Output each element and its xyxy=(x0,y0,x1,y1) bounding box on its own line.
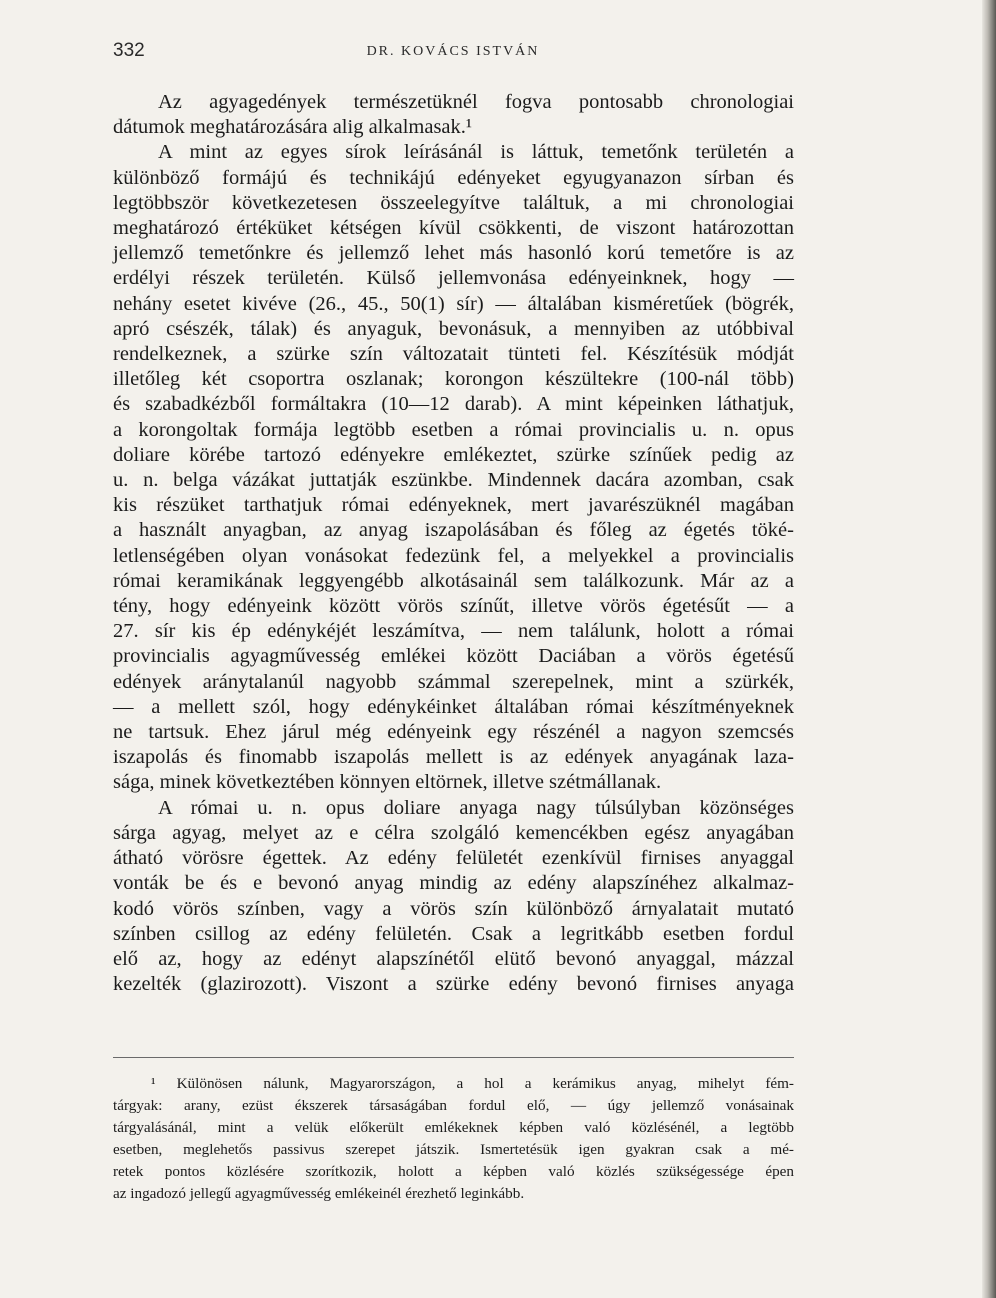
page-header xyxy=(113,40,793,66)
text-line: sárga agyag, melyet az e célra szolgáló kemencékben egész anyagában xyxy=(113,821,794,844)
text-line: — a mellett szól, hogy edénykéinket általában római készítményeknek xyxy=(113,695,794,718)
text-line: doliare körébe tartozó edényekre emlékeztet, szürke színűek pedig az xyxy=(113,443,794,466)
text-line: rendelkeznek, a szürke szín változatait tünteti fel. Készítésük módját xyxy=(113,343,794,366)
text-line: provincialis agyagművesség emlékei között Daciában a vörös égetésű xyxy=(113,645,794,668)
text-line: vonták be és e bevonó anyag mindig az edény alapszínéhez alkalmaz- xyxy=(113,872,794,895)
text-line: A római u. n. opus doliare anyaga nagy túlsúlyban közönséges xyxy=(158,796,794,819)
footnote-line: retek pontos közlésére szorítkozik, holott a képben való közlés szükségessége épen xyxy=(113,1163,794,1180)
text-line: iszapolás és finomabb iszapolás mellett is az edények anyagának laza- xyxy=(113,746,794,769)
footnote-divider xyxy=(113,1057,794,1058)
text-line: és szabadkézből formáltakra (10—12 darab). A mint képeinken láthatjuk, xyxy=(113,393,794,416)
paragraph xyxy=(113,90,794,140)
text-line: kezelték (glazirozott). Viszont a szürke edény bevonó firnises anyaga xyxy=(113,973,794,996)
text-line: elő az, hogy az edényt alapszínétől elütő bevonó anyaggal, mázzal xyxy=(113,947,794,970)
text-line: a korongoltak formája legtöbb esetben a római provincialis u. n. opus xyxy=(113,418,794,441)
footnote-line: tárgyalásánál, mint a velük előkerült emlékeknek képben való közlésénél, a legtöbb xyxy=(113,1119,794,1136)
text-line: ne tartsuk. Ehez járul még edényeink egy részénél a nagyon szemcsés xyxy=(113,721,794,744)
text-line: erdélyi részek területén. Külső jellemvonása edényeinknek, hogy — xyxy=(113,267,794,290)
footnote-line: az ingadozó jellegű agyagművesség emlékeinél érezhető leginkább. xyxy=(113,1185,525,1202)
text-line: edények aránytalanúl nagyobb számmal szerepelnek, mint a szürkék, xyxy=(113,670,794,693)
running-head: DR. KOVÁCS ISTVÁN xyxy=(366,44,540,59)
text-line: dátumok meghatározására alig alkalmasak.¹ xyxy=(113,116,473,139)
text-line: kis részüket tarthatjuk római edényeknek, mert javarészüknél magában xyxy=(113,494,794,517)
text-line: legtöbbször következetesen összeelegyítve találtuk, a mi chronologiai xyxy=(113,191,794,214)
text-line: letlenségében olyan vonásokat fedezünk fel, a melyekkel a provincialis xyxy=(113,544,794,567)
text-line: sága, minek következtében könnyen eltörnek, illetve szétmállanak. xyxy=(113,771,662,794)
footnote-line: esetben, meglehetős passivus szerepet játszik. Ismertetésük igen gyakran csak a mé- xyxy=(113,1141,794,1158)
text-line: átható vörösre égettek. Az edény felületét ezenkívül firnises anyaggal xyxy=(113,847,794,870)
binding-shadow xyxy=(982,0,996,1298)
text-line: jellemző temetőnkre és jellemző lehet más hasonló korú temetőre is az xyxy=(113,242,794,265)
text-line: illetőleg két csoportra oszlanak; korongon készültekre (100-nál több) xyxy=(113,368,794,391)
text-line: kodó vörös színben, vagy a vörös szín különböző árnyalatait mutató xyxy=(113,897,794,920)
text-line: Az agyagedények természetüknél fogva pontosabb chronologiai xyxy=(158,91,794,113)
text-line: nehány esetet kivéve (26., 45., 50(1) sír) — általában kisméretűek (bögrék, xyxy=(113,292,794,315)
paragraph xyxy=(113,796,794,998)
text-line: u. n. belga vázákat juttatják eszünkbe. Mindennek dacára azomban, csak xyxy=(113,469,794,492)
text-line: meghatározó értéküket kétségen kívül csökkenti, de viszont határozottan xyxy=(113,217,794,240)
footnote-line: ¹ Különösen nálunk, Magyarországon, a hol a kerámikus anyag, mihelyt fém- xyxy=(151,1075,794,1092)
footnote xyxy=(113,1073,794,1205)
text-line: a használt anyagban, az anyag iszapolásában és főleg az égetés töké- xyxy=(113,519,794,542)
text-line: tény, hogy edényeink között vörös színűt, illetve vörös égetésűt — a xyxy=(113,595,794,618)
text-line: 27. sír kis ép edénykéjét leszámítva, — nem találunk, holott a római xyxy=(113,620,794,643)
text-line: római keramikának leggyengébb alkotásainál sem találkozunk. Már az a xyxy=(113,569,794,592)
text-line: apró csészék, tálak) és anyaguk, bevonásuk, a mennyiben az utóbbival xyxy=(113,317,794,340)
paragraph xyxy=(113,140,794,795)
page-number: 332 xyxy=(113,40,145,61)
text-line: A mint az egyes sírok leírásánál is láttuk, temetőnk területén a xyxy=(158,141,794,164)
body-text xyxy=(113,90,794,997)
footnote-line: tárgyak: arany, ezüst ékszerek társaságában fordul elő, — úgy jellemző vonásainak xyxy=(113,1097,794,1114)
text-line: különböző formájú és technikájú edényeket egyugyanazon sírban és xyxy=(113,166,794,189)
text-line: színben csillog az edény felületén. Csak a legritkább esetben fordul xyxy=(113,922,794,945)
